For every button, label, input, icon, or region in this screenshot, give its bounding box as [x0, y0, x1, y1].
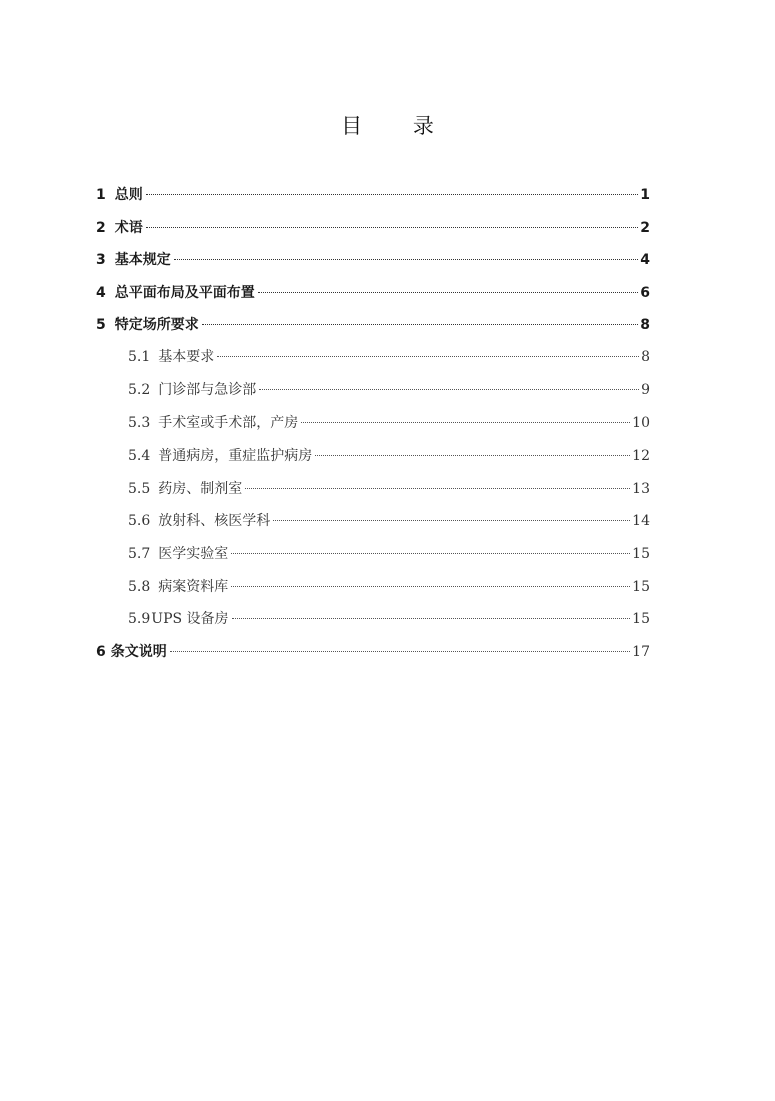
toc-entry-number: 3 — [96, 252, 106, 268]
toc-entry-label: 普通病房，重症监护病房 — [158, 448, 313, 464]
toc-entry-label: 基本要求 — [158, 349, 215, 365]
toc-entry-4[interactable] — [96, 282, 650, 304]
toc-entry-5-2[interactable] — [128, 379, 650, 401]
toc-entry-1[interactable] — [96, 184, 650, 206]
toc-entry-label: 总则 — [114, 187, 143, 203]
toc-entry-page: 2 — [640, 220, 650, 236]
toc-entry-label: UPS 设备房 — [151, 611, 229, 627]
toc-entry-5-8[interactable] — [128, 576, 650, 598]
toc-entry-label: 门诊部与急诊部 — [158, 382, 257, 398]
toc-entry-page: 8 — [640, 317, 650, 333]
toc-entry-page: 15 — [632, 546, 650, 562]
toc-entry-label: 条文说明 — [110, 644, 167, 660]
toc-entry-5-3[interactable] — [128, 412, 650, 434]
toc-entry-5-5[interactable] — [128, 478, 650, 500]
toc-entry-page: 9 — [641, 382, 650, 398]
toc-entry-page: 14 — [632, 513, 650, 529]
toc-entry-label: 术语 — [114, 220, 143, 236]
toc-entry-number: 5 — [96, 317, 106, 333]
toc-entry-5-6[interactable] — [128, 510, 650, 532]
toc-entry-page: 6 — [640, 285, 650, 301]
toc-entry-label: 放射科、核医学科 — [158, 513, 271, 529]
toc-entry-5-7[interactable] — [128, 543, 650, 565]
toc-leader-dots — [258, 292, 639, 293]
toc-entry-label: 药房、制剂室 — [158, 481, 243, 497]
toc-entry-page: 13 — [632, 481, 650, 497]
page-title: 目 录 — [341, 114, 456, 138]
toc-leader-dots — [315, 455, 630, 456]
toc-entry-label: 病案资料库 — [158, 579, 229, 595]
toc-entry-page: 12 — [632, 448, 650, 464]
toc-leader-dots — [174, 259, 639, 260]
toc-leader-dots — [231, 586, 630, 587]
toc-leader-dots — [259, 389, 639, 390]
toc-entry-page: 4 — [640, 252, 650, 268]
toc-entry-number: 1 — [96, 187, 106, 203]
toc-entry-number: 5.9 — [128, 611, 151, 627]
toc-entry-5-9[interactable] — [128, 608, 650, 630]
toc-leader-dots — [170, 651, 630, 652]
toc-entry-number: 5.5 — [128, 481, 151, 497]
toc-leader-dots — [146, 194, 639, 195]
toc-entry-number: 5.6 — [128, 513, 151, 529]
toc-entry-number: 4 — [96, 285, 106, 301]
toc-entry-5[interactable] — [96, 314, 650, 336]
toc-entry-6[interactable] — [96, 641, 650, 663]
toc-entry-label: 总平面布局及平面布置 — [114, 285, 255, 301]
toc-entry-number: 2 — [96, 220, 106, 236]
toc-entry-page: 10 — [632, 415, 650, 431]
toc-entry-label: 基本规定 — [114, 252, 171, 268]
toc-entry-page: 8 — [641, 349, 650, 365]
toc-entry-label: 医学实验室 — [158, 546, 229, 562]
toc-leader-dots — [146, 227, 639, 228]
toc-leader-dots — [273, 520, 630, 521]
toc-entry-page: 17 — [632, 644, 650, 660]
toc-entry-label: 特定场所要求 — [114, 317, 199, 333]
toc-entry-page: 15 — [632, 611, 650, 627]
toc-entry-number: 5.7 — [128, 546, 151, 562]
toc-entry-page: 1 — [640, 187, 650, 203]
toc-entry-3[interactable] — [96, 249, 650, 271]
toc-leader-dots — [217, 356, 639, 357]
toc-entry-number: 5.4 — [128, 448, 151, 464]
toc-entry-number: 5.8 — [128, 579, 151, 595]
toc-entry-2[interactable] — [96, 217, 650, 239]
toc-leader-dots — [245, 488, 630, 489]
toc-leader-dots — [202, 324, 639, 325]
toc-entry-number: 5.3 — [128, 415, 151, 431]
toc-entry-5-1[interactable] — [128, 346, 650, 368]
toc-leader-dots — [231, 553, 630, 554]
toc-leader-dots — [232, 618, 631, 619]
toc-entry-page: 15 — [632, 579, 650, 595]
toc-entry-number: 5.1 — [128, 349, 151, 365]
toc-entry-5-4[interactable] — [128, 445, 650, 467]
toc-leader-dots — [301, 422, 630, 423]
toc-entry-label: 手术室或手术部，产房 — [158, 415, 299, 431]
toc-entry-number: 6 — [96, 644, 106, 660]
toc-entry-number: 5.2 — [128, 382, 151, 398]
